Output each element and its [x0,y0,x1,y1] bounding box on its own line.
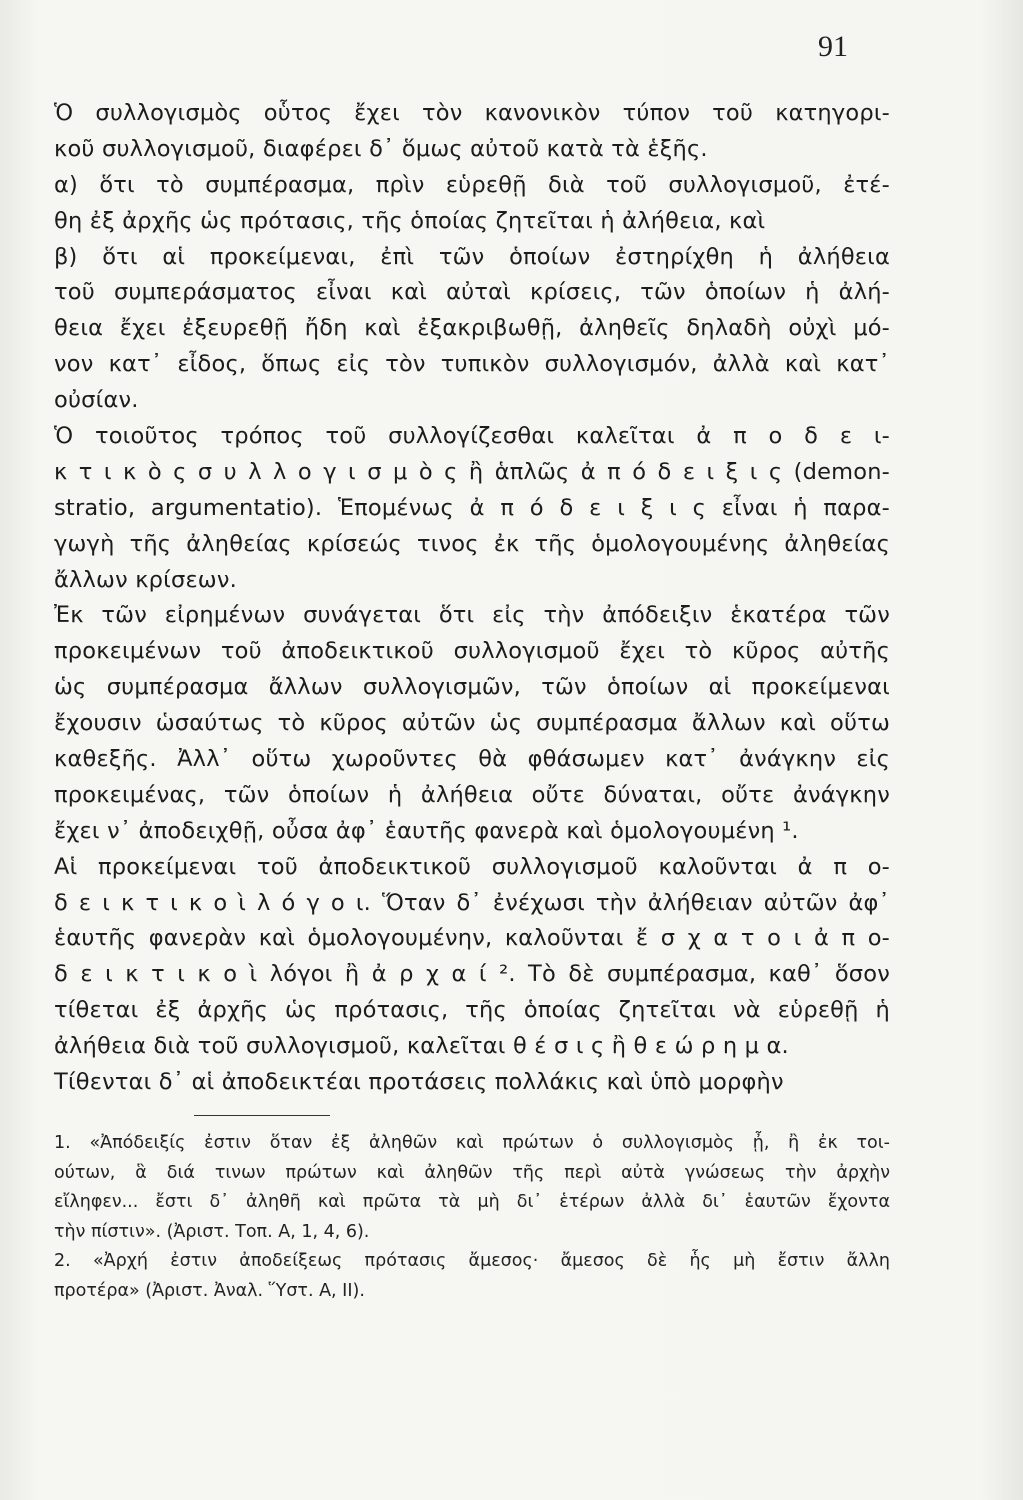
body-line: γωγὴ τῆς ἀληθείας κρίσεώς τινος ἐκ τῆς ὁμολογουμένης ἀληθείας [54,530,890,557]
body-line: α) ὅτι τὸ συμπέρασμα, πρὶν εὑρεθῇ διὰ τοῦ συλλογισμοῦ, ἐτέ- [54,171,890,198]
body-line: δ ε ι κ τ ι κ ο ὶ λόγοι ἢ ἀ ρ χ α ί ². Τὸ δὲ συμπέρασμα, καθ᾽ ὅσον [54,961,890,988]
footnote-line: 2. «Ἀρχή ἐστιν ἀποδείξεως πρότασις ἄμεσος· ἄμεσος δὲ ἧς μὴ ἔστιν ἄλλη [54,1251,890,1271]
body-line: καθεξῆς. Ἀλλ᾽ οὕτω χωροῦντες θὰ φθάσωμεν κατ᾽ ἀνάγκην εἰς [54,746,890,773]
footnotes [54,1129,890,1306]
footnote-line: τὴν πίστιν». (Ἀριστ. Τοπ. Α, 1, 4, 6). [54,1221,370,1242]
body-line: κοῦ συλλογισμοῦ, διαφέρει δ᾽ ὅμως αὐτοῦ κατὰ τὰ ἑξῆς. [54,135,708,162]
body-line: θη ἐξ ἀρχῆς ὡς πρότασις, τῆς ὁποίας ζητεῖται ἡ ἀλήθεια, καὶ [54,207,766,234]
body-line: ἄλλων κρίσεων. [54,566,237,593]
footnote-line: προτέρα» (Ἀριστ. Ἀναλ. Ὕστ. Α, ΙΙ). [54,1280,365,1301]
body-line: β) ὅτι αἱ προκείμεναι, ἐπὶ τῶν ὁποίων ἐστηρίχθη ἡ ἀλήθεια [54,243,890,270]
footnote-separator [194,1115,330,1116]
body-line: τοῦ συμπεράσματος εἶναι καὶ αὐταὶ κρίσεις, τῶν ὁποίων ἡ ἀλή- [54,279,890,306]
body-line: θεια ἔχει ἐξευρεθῇ ἤδη καὶ ἐξακριβωθῇ, ἀληθεῖς δηλαδὴ οὐχὶ μό- [54,315,890,342]
body-line: νον κατ᾽ εἶδος, ὅπως εἰς τὸν τυπικὸν συλλογισμόν, ἀλλὰ καὶ κατ᾽ [54,351,890,378]
body-line: ὡς συμπέρασμα ἄλλων συλλογισμῶν, τῶν ὁποίων αἱ προκείμεναι [54,674,890,701]
body-line: Αἱ προκείμεναι τοῦ ἀποδεικτικοῦ συλλογισμοῦ καλοῦνται ἀ π ο- [54,853,890,880]
body-line: οὐσίαν. [54,387,139,414]
footnote-line: 1. «Ἀπόδειξίς ἐστιν ὅταν ἐξ ἀληθῶν καὶ πρώτων ὁ συλλογισμὸς ᾖ, ἢ ἐκ τοι- [54,1133,890,1153]
body-line: ἑαυτῆς φανερὰν καὶ ὁμολογουμένην, καλοῦνται ἔ σ χ α τ ο ι ἀ π ο- [54,925,890,952]
body-line: κ τ ι κ ὸ ς σ υ λ λ ο γ ι σ μ ὸ ς ἢ ἁπλῶς ἀ π ό δ ε ι ξ ι ς (demon- [54,458,890,485]
body-line: δ ε ι κ τ ι κ ο ὶ λ ό γ ο ι. Ὅταν δ᾽ ἐνέχωσι τὴν ἀλήθειαν αὐτῶν ἀφ᾽ [54,889,890,916]
body-line: ἀλήθεια διὰ τοῦ συλλογισμοῦ, καλεῖται θ έ σ ι ς ἢ θ ε ώ ρ η μ α. [54,1033,789,1060]
body-line: ἔχουσιν ὡσαύτως τὸ κῦρος αὐτῶν ὡς συμπέρασμα ἄλλων καὶ οὕτω [54,710,890,737]
body-line: Τίθενται δ᾽ αἱ ἀποδεικτέαι προτάσεις πολλάκις καὶ ὑπὸ μορφὴν [54,1069,784,1096]
body-line: Ἐκ τῶν εἰρημένων συνάγεται ὅτι εἰς τὴν ἀπόδειξιν ἑκατέρα τῶν [54,602,890,629]
page-number: 91 [818,30,848,63]
body-line: ἔχει ν᾽ ἀποδειχθῇ, οὖσα ἀφ᾽ ἑαυτῆς φανερὰ καὶ ὁμολογουμένη ¹. [54,817,799,844]
body-text [54,96,890,1101]
body-line: stratio, argumentatio). Ἑπομένως ἀ π ό δ ε ι ξ ι ς εἶναι ἡ παρα- [54,494,890,521]
body-line: τίθεται ἐξ ἀρχῆς ὡς πρότασις, τῆς ὁποίας ζητεῖται νὰ εὑρεθῇ ἡ [54,997,890,1024]
body-line: προκειμένων τοῦ ἀποδεικτικοῦ συλλογισμοῦ ἔχει τὸ κῦρος αὐτῆς [54,638,890,665]
body-line: Ὁ συλλογισμὸς οὗτος ἔχει τὸν κανονικὸν τύπον τοῦ κατηγορι- [54,100,890,126]
body-line: προκειμένας, τῶν ὁποίων ἡ ἀλήθεια οὔτε δύναται, οὔτε ἀνάγκην [54,781,890,808]
footnote-line: ούτων, ἃ διά τινων πρώτων καὶ ἀληθῶν τῆς περὶ αὐτὰ γνώσεως τὴν ἀρχὴν [54,1162,890,1183]
body-line: Ὁ τοιοῦτος τρόπος τοῦ συλλογίζεσθαι καλεῖται ἀ π ο δ ε ι- [54,423,890,450]
footnote-line: εἴληφεν... ἔστι δ᾽ ἀληθῆ καὶ πρῶτα τὰ μὴ δι᾽ ἑτέρων ἀλλὰ δι᾽ ἑαυτῶν ἔχοντα [54,1192,890,1212]
